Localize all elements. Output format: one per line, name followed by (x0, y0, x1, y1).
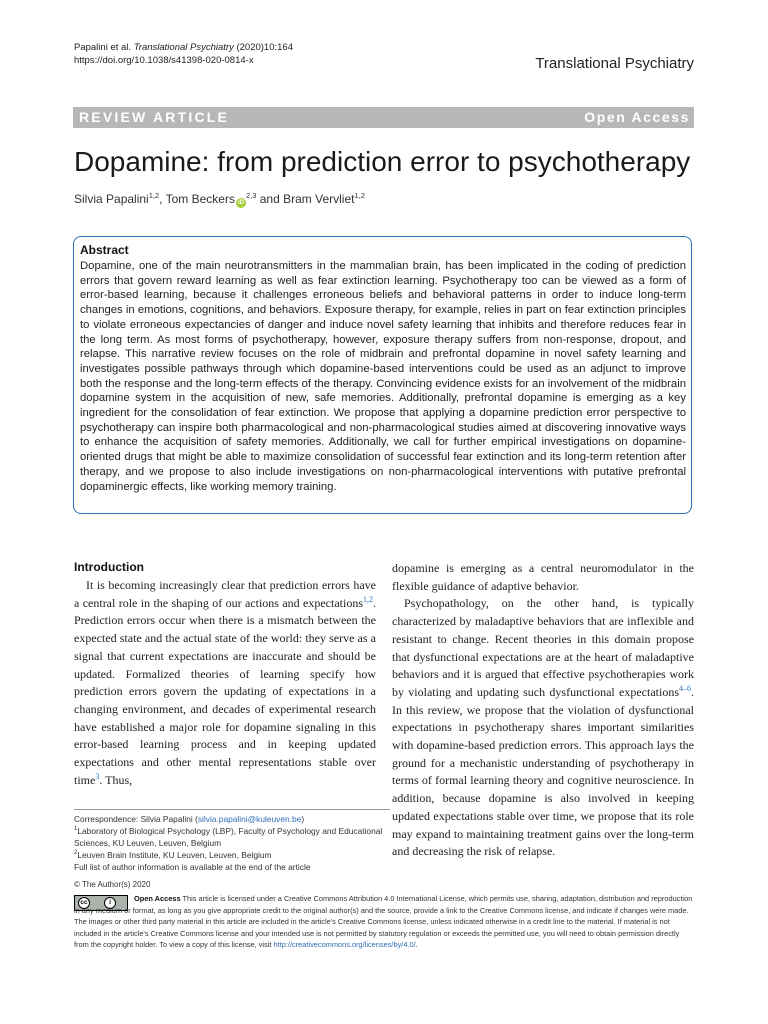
paragraph (74, 577, 376, 789)
review-article-label: REVIEW ARTICLE (79, 109, 230, 125)
correspondence-email-link[interactable]: silvia.papalini@kuleuven.be (197, 814, 302, 824)
author-2-affil: 2,3 (245, 191, 257, 200)
reference-link[interactable]: 1,2 (363, 594, 373, 604)
citation-header (74, 41, 293, 67)
author-3-affil: 1,2 (354, 191, 365, 200)
license-text (74, 893, 696, 951)
footnotes (74, 813, 394, 873)
affiliation-2 (74, 849, 394, 861)
paragraph (392, 595, 694, 861)
article-type-banner (73, 107, 694, 128)
author-separator: , (159, 192, 166, 206)
affiliation-text: Laboratory of Biological Psychology (LBP), Faculty of Psychology and Educational Sciences, KU Leuven, Leuven, Belgium (74, 826, 383, 848)
author-1[interactable]: Silvia Papalini (74, 192, 149, 206)
journal-name: Translational Psychiatry (535, 55, 694, 72)
paragraph-text: Psychopathology, on the other hand, is typically characterized by maladaptive behaviors that are inflexible and resistant to change. Recent theories in this domain propose that dysfunctional expectations are at the heart of maladaptive behaviors and it is argued that effective psychotherapies work by violating and updating such dysfunctional expectations (392, 596, 694, 699)
author-3[interactable]: Bram Vervliet (283, 192, 355, 206)
body-column-right (392, 560, 694, 861)
open-access-label: Open Access (584, 109, 690, 125)
affiliation-1 (74, 825, 394, 849)
author-separator: and (256, 192, 284, 206)
citation-authors: Papalini et al. (74, 42, 132, 53)
correspondence-label: Correspondence: Silvia Papalini ( (74, 814, 198, 824)
article-title: Dopamine: from prediction error to psychotherapy (74, 146, 691, 177)
paragraph-text: . Prediction errors occur when there is a mismatch between the expected state and the actual state of the world: they serve as a signal that current expectations are inaccurate and should be updated. Formalized theories of learning specify how prediction errors govern the updating of expectations in a changing environment, and decades of experimental research have established a major role for dopamine signaling in this error-based learning process and in keeping updated expectations and other mental representations stable over time (74, 595, 376, 787)
author-info-note: Full list of author information is available at the end of the article (74, 862, 311, 872)
paragraph-text: It is becoming increasingly clear that prediction errors have a central role in the shaping of our actions and expectations (74, 578, 376, 610)
orcid-icon[interactable]: iD (237, 200, 244, 206)
paragraph-text: . Thus, (99, 772, 133, 787)
cc-circle-icon: cc (78, 897, 90, 909)
license-body: This article is licensed under a Creative Commons Attribution 4.0 International License, which permits use, sharing, adaptation, distribution and reproduction in any medium or format, as long as you give appropriate credit to the original author(s) and the source, provide a link to the Creative Commons license, and indicate if changes were made. The images or other third party material in this article are included in the article's Creative Commons license, unless indicated otherwise in a credit line to the material. If material is not included in the article's Creative Commons license and your intended use is not permitted by statutory regulation or exceeds the permitted use, you will need to obtain permission directly from the copyright holder. To view a copy of this license, visit (74, 894, 693, 950)
paragraph-text: . In this review, we propose that the violation of dysfunctional expectations in psychotherapy shares important similarities with dopamine-based prediction errors. This approach lays the ground for a mechanistic understanding of psychotherapy in terms of formal learning theory and cognitive neuroscience. In addition, because dopamine is also involved in keeping updated expectations stable over time, we propose that its role may expand to maintaining treatment gains over the long-term and decreasing the risk of relapse. (392, 684, 694, 859)
paragraph: dopamine is emerging as a central neuromodulator in the flexible guidance of adaptive behavior. (392, 561, 694, 593)
introduction-heading: Introduction (74, 560, 144, 574)
copyright-line: © The Author(s) 2020 (74, 880, 151, 889)
doi-link[interactable]: https://doi.org/10.1038/s41398-020-0814-x (74, 55, 254, 66)
body-column-left (74, 577, 376, 789)
affiliation-number: 2 (74, 850, 78, 857)
license-url-link[interactable]: http://creativecommons.org/licenses/by/4.0/ (273, 940, 416, 950)
reference-link[interactable]: 4–6 (679, 683, 691, 693)
correspondence-end: ) (301, 814, 305, 824)
correspondence-line (74, 813, 394, 825)
attribution-person-icon: i (104, 897, 116, 909)
license-end: . (415, 940, 418, 950)
author-1-affil: 1,2 (148, 191, 160, 200)
citation-journal: Translational Psychiatry (133, 42, 234, 53)
citation-volume: (2020)10:164 (233, 42, 293, 53)
affiliation-number: 1 (74, 826, 78, 833)
open-access-label: Open Access (134, 894, 181, 903)
abstract-text: Dopamine, one of the main neurotransmitters in the mammalian brain, has been implicated in the coding of prediction errors that govern reward learning as well as fear extinction learning. Psychotherapy too can be viewed as a form of error-based learning, because it challenges erroneous beliefs and behavioral patterns in order to induce long-term changes in emotions, cognitions, and behaviors. Exposure therapy, for example, relies in part on fear extinction principles to violate erroneous expectancies of danger and induce novel safety learning that inhibits and therefore reduces fear in the long term. As most forms of psychotherapy, however, exposure therapy suffers from non-response, dropout, and relapse. This narrative review focuses on the role of midbrain and prefrontal dopamine in novel safety learning and investigates possible pathways through which dopamine-based interventions could be used as an adjunct to improve both the response and the long-term effects of the therapy. Convincing evidence exists for an involvement of the midbrain dopamine system in the acquisition of new, safe memories. Additionally, prefrontal dopamine is emerging as a key ingredient for the consolidation of fear extinction. We propose that applying a dopamine prediction error perspective to psychotherapy can inspire both pharmacological and non-pharmacological studies aimed at discovering innovative ways to enhance the acquisition of safety memories. Additionally, we call for further empirical investigations on dopamine-oriented drugs that might be able to maximize consolidation of successful fear extinction and its long-term retention after therapy, and we propose to also include investigations on non-pharmacological interventions with putative prefrontal dopaminergic effects, like working memory training. (80, 260, 686, 493)
author-2[interactable]: Tom Beckers (165, 192, 235, 206)
reference-link[interactable]: 3 (95, 771, 100, 781)
author-list (74, 192, 365, 208)
affiliation-text: Leuven Brain Institute, KU Leuven, Leuven, Belgium (77, 850, 272, 860)
footnote-divider (74, 809, 390, 810)
abstract-heading: Abstract (80, 243, 129, 257)
